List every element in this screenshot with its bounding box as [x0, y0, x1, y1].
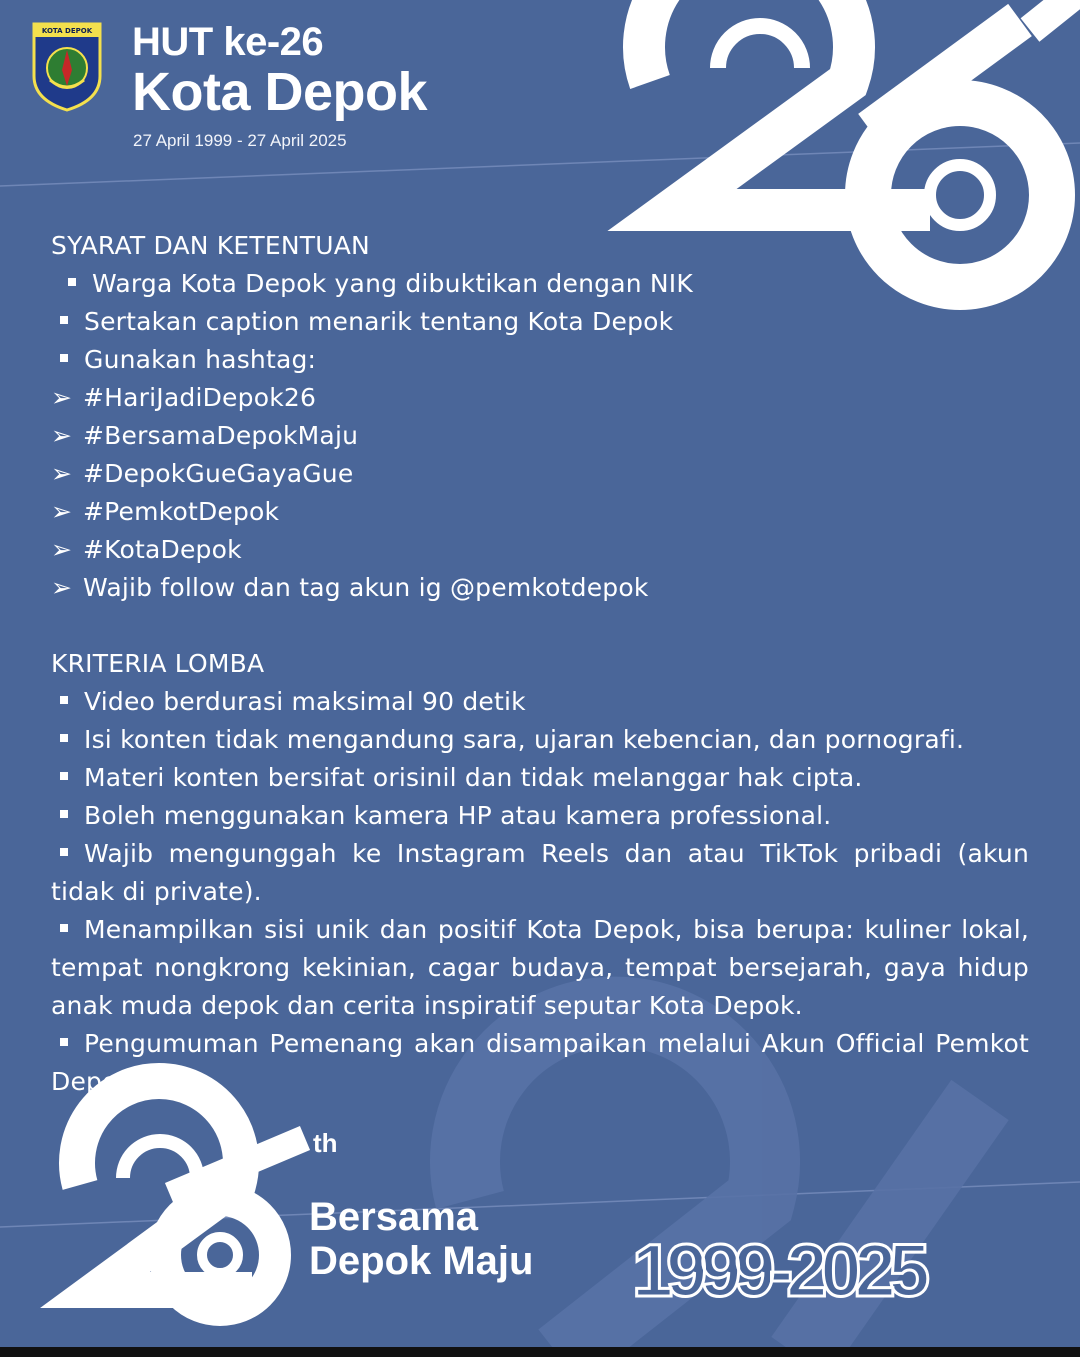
years-range: 1999-2025 [632, 1229, 923, 1312]
header-title-line1: HUT ke-26 [132, 20, 324, 64]
arrow-icon: ➢ [51, 497, 73, 526]
bullet-square-icon [60, 734, 68, 742]
criteria-item: Materi konten bersifat orisinil dan tidak melanggar hak cipta. [51, 759, 1029, 797]
criteria-item: Pengumuman Pemenang akan disampaikan melalui Akun Official Pemkot Depok. [51, 1029, 1029, 1096]
criteria-item: Wajib mengunggah ke Instagram Reels dan atau TikTok pribadi (akun tidak di private). [51, 839, 1029, 906]
bottom-edge [0, 1347, 1080, 1357]
arrow-icon: ➢ [51, 383, 73, 412]
hashtag-item: ➢ #KotaDepok [51, 531, 1029, 569]
criteria-item: Boleh menggunakan kamera HP atau kamera professional. [51, 797, 1029, 835]
criteria-item: Video berdurasi maksimal 90 detik [51, 683, 1029, 721]
bullet-square-icon [60, 316, 68, 324]
bullet-square-icon [60, 1038, 68, 1046]
arrow-icon: ➢ [51, 535, 73, 564]
arrow-icon: ➢ [51, 573, 73, 602]
terms-heading: SYARAT DAN KETENTUAN [51, 231, 370, 260]
terms-item: Warga Kota Depok yang dibuktikan dengan NIK [51, 265, 1029, 303]
arrow-icon: ➢ [51, 421, 73, 450]
slogan-line2: Depok Maju [309, 1239, 534, 1283]
bullet-square-icon [60, 772, 68, 780]
criteria-item: Isi konten tidak mengandung sara, ujaran kebencian, dan pornografi. [51, 721, 1029, 759]
terms-item: Gunakan hashtag: [51, 341, 1029, 379]
terms-item: Sertakan caption menarik tentang Kota Depok [51, 303, 1029, 341]
crest-label: KOTA DEPOK [33, 25, 101, 37]
bullet-square-icon [68, 278, 76, 286]
ordinal-suffix: th [313, 1128, 338, 1158]
logo-26-icon [77, 1081, 305, 1310]
bullet-square-icon [60, 848, 68, 856]
bullet-square-icon [60, 696, 68, 704]
bullet-square-icon [60, 354, 68, 362]
hashtag-item: ➢ #PemkotDepok [51, 493, 1029, 531]
header-title-line2: Kota Depok [132, 62, 428, 122]
criteria-item: Menampilkan sisi unik dan positif Kota Depok, bisa berupa: kuliner lokal, tempat nongkrong kekinian, cagar budaya, tempat bersejarah, gaya hidup anak muda depok dan cerita inspiratif seputar Kota Depok. [51, 915, 1029, 1020]
follow-requirement: ➢ Wajib follow dan tag akun ig @pemkotdepok [51, 569, 1029, 607]
criteria-heading: KRITERIA LOMBA [51, 649, 265, 678]
bullet-square-icon [60, 810, 68, 818]
hashtag-item: ➢ #DepokGueGayaGue [51, 455, 1029, 493]
hashtag-item: ➢ #BersamaDepokMaju [51, 417, 1029, 455]
slogan-line1: Bersama [309, 1195, 479, 1239]
bullet-square-icon [60, 924, 68, 932]
hashtag-item: ➢ #HariJadiDepok26 [51, 379, 1029, 417]
arrow-icon: ➢ [51, 459, 73, 488]
header-date-range: 27 April 1999 - 27 April 2025 [133, 131, 347, 150]
content-body [51, 227, 1029, 1101]
